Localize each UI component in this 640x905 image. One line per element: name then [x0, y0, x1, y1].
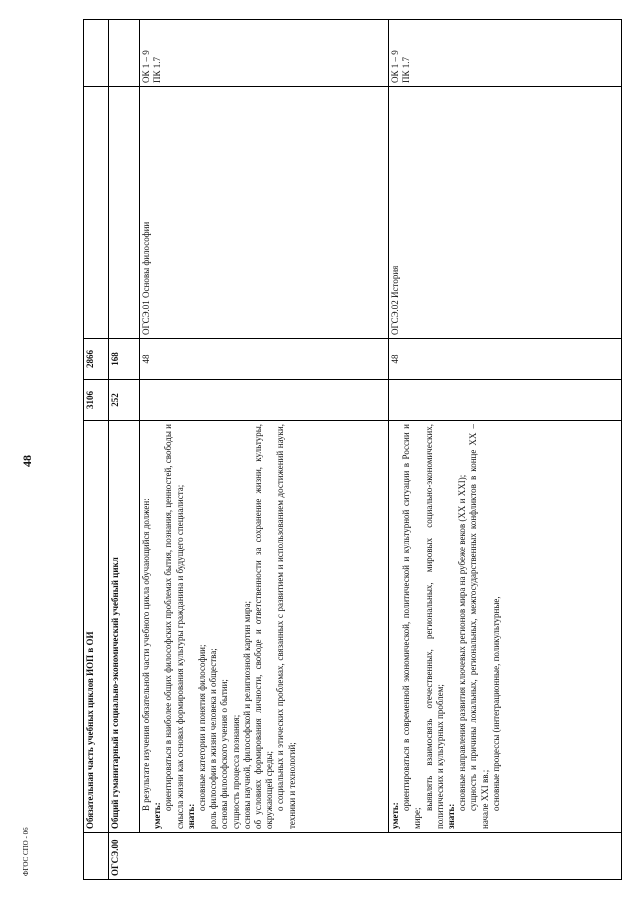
knowledge-item: основные категории и понятия философии;: [197, 644, 208, 811]
knowledge-item: сущность и причины локальных, региональных, межгосударственных конфликтов в конце XX – начале XXI вв.;: [468, 424, 490, 829]
knowledge-item: основные процессы (интеграционные, поликультурные,: [490, 596, 501, 811]
discipline-description-cell: [389, 421, 622, 833]
knowledge-item: сущность процесса познания;: [230, 714, 241, 829]
cycle-row: [109, 20, 140, 880]
intro-text: В результате изучения обязательной части учебного цикла обучающийся должен:: [141, 498, 151, 811]
code-cell: [84, 833, 109, 880]
class-hours-cell: 2866: [84, 339, 109, 380]
cycle-competency-cell: [109, 20, 140, 87]
discipline-cell: [84, 87, 109, 339]
footer-label: ФГОС СПО - 06: [22, 827, 30, 876]
discipline-row: [389, 20, 622, 880]
cycle-code-cell: ОГСЭ.00: [109, 833, 622, 880]
professional-competency: ПК 1.7: [401, 56, 412, 83]
discipline-name-cell: ОГСЭ.01 Основы философии: [140, 87, 389, 339]
discipline-hours-cell: 48: [389, 339, 622, 380]
discipline-hours-cell: 48: [140, 339, 389, 380]
curriculum-table-wrapper: [83, 35, 612, 880]
knowledge-item: основы научной, философской и религиозной картин мира;: [241, 600, 252, 829]
discipline-competency-cell: [140, 20, 389, 87]
general-competency: ОК 1 – 9: [141, 50, 151, 83]
knowledge-item: роль философии в жизни человека и общества;: [208, 648, 219, 829]
discipline-competency-cell: [389, 20, 622, 87]
professional-competency: ПК 1.7: [152, 56, 163, 83]
curriculum-table: [83, 19, 622, 880]
table-header-row: [84, 20, 109, 880]
skill-item: ориентироваться в современной экономической, политической и культурной ситуации в России и мире;: [401, 424, 423, 829]
knowledge-item: о социальных и этических проблемах, связанных с развитием и использованием достижений науки, техники и технологий;: [275, 424, 297, 829]
skill-item: ориентироваться в наиболее общих философских проблемах бытия, познания, ценностей, свободы и смысла жизни как основах формирования культуры гражданина и будущего специалиста;: [163, 424, 185, 829]
max-load-cell: 3106: [84, 380, 109, 421]
general-competency: ОК 1 – 9: [390, 50, 400, 83]
cycle-max-load-cell: 252: [109, 380, 140, 421]
section-title-cell: Обязательная часть учебных циклов ИОП в ОИ: [84, 421, 109, 833]
discipline-description-cell: [140, 421, 389, 833]
cycle-class-hours-cell: 168: [109, 339, 140, 380]
knowledge-heading: знать:: [446, 803, 457, 829]
page-number: 48: [20, 455, 34, 467]
competency-cell: [84, 20, 109, 87]
cycle-title-cell: Общий гуманитарный и социально-экономический учебный цикл: [109, 421, 140, 833]
discipline-row: [140, 20, 389, 880]
skill-item: выявлять взаимосвязь отечественных, региональных, мировых социально-экономических, политических и культурных проблем;: [423, 424, 445, 829]
skills-heading: уметь:: [390, 802, 400, 829]
skills-heading: уметь:: [152, 802, 163, 829]
discipline-name-cell: ОГСЭ.02 История: [389, 87, 622, 339]
knowledge-heading: знать:: [185, 803, 196, 829]
knowledge-item: основные направления развития ключевых регионов мира на рубеже веков (XX и XXI);: [457, 474, 468, 811]
discipline-max-load-cell: [389, 380, 622, 421]
discipline-max-load-cell: [140, 380, 389, 421]
knowledge-item: основы философского учения о бытии;: [219, 679, 230, 829]
cycle-discipline-cell: [109, 87, 140, 339]
knowledge-item: об условиях формирования личности, свободе и ответственности за сохранение жизни, культуры, окружающей среды;: [253, 424, 275, 829]
